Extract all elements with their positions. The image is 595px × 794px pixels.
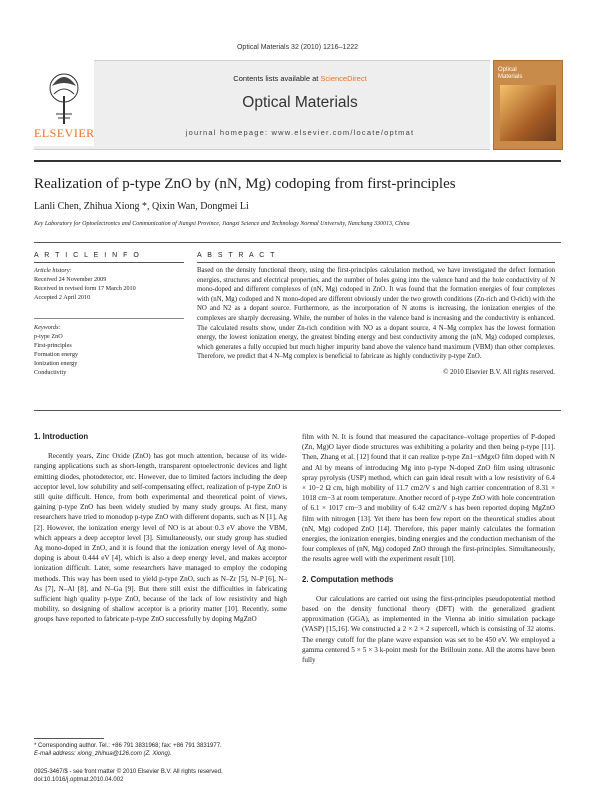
column-right <box>302 432 555 665</box>
keyword: Formation energy <box>34 351 79 358</box>
article-info <box>34 266 184 377</box>
abstract-rule <box>197 262 555 263</box>
email-address[interactable]: E-mail address: xiong_zhihua@126.com (Z. Xiong). <box>34 751 172 757</box>
divider-top <box>34 242 561 243</box>
corresponding-author: * Corresponding author. Tel.: +86 791 3831968; fax: +86 791 3831977. <box>34 743 222 749</box>
footnote <box>34 742 287 758</box>
copyright: © 2010 Elsevier B.V. All rights reserved. <box>443 369 555 376</box>
keyword: p-type ZnO <box>34 333 63 340</box>
keywords-label: Keywords: <box>34 324 61 331</box>
journal-citation: Optical Materials 32 (2010) 1216–1222 <box>236 44 359 51</box>
sciencedirect-link[interactable]: ScienceDirect <box>320 74 367 83</box>
doi-link[interactable]: doi:10.1016/j.optmat.2010.04.002 <box>34 777 124 783</box>
keyword: Ionization energy <box>34 360 78 367</box>
article-authors: Lanli Chen, Zhihua Xiong *, Qixin Wan, Dongmei Li <box>34 201 249 212</box>
section-title: 1. Introduction <box>34 432 89 441</box>
received-date: Received 24 November 2009 <box>34 276 107 283</box>
contents-line <box>170 74 430 83</box>
cover-image <box>500 85 556 141</box>
cover-text-2: Materials <box>498 74 523 80</box>
publisher-name: ELSEVIER <box>34 126 95 140</box>
divider-bottom <box>34 410 561 411</box>
info-rule <box>34 262 184 263</box>
history-label: Article history: <box>34 267 72 274</box>
keyword: First-principles <box>34 342 72 349</box>
journal-homepage[interactable]: journal homepage: www.elsevier.com/locate/optmat <box>185 128 415 137</box>
cover-text-1: Optical <box>498 67 517 73</box>
revised-date: Received in revised form 17 March 2010 <box>34 285 136 292</box>
abstract-text: Based on the density functional theory, using the first-principles calculation method, we have investigated the defect formation energies, structures and electrical properties, and the number of holes going into the valence band and the hole conductivity of N mono-doped and different complexes of (nN, Mg) codoped in ZnO. It was found that the formation energies of four complexes with (nN, Mg) codoped and N mono-doped are different obviously under the two growth conditions (Zn-rich and O-rich) with the NO and N2 as a dopant source. Furthermore, as the incorporation of N atoms is increasing, the ionization energies of the complexes are sharply decreasing. While, the number of holes in the valence band is increasing and the conductivity is enhanced. The calculated results show, under Zn-rich condition with NO as a dopant source, 4 N–Mg complex has the lowest formation energy, the lowest ionization energy, the greatest binding energy and best conductivity among the (nN, Mg) codoped complexes, which generates a fully occupied but much higher impurity band above the valence band maximum (VBM) than other complexes. Therefore, we predict that 4 N–Mg complex is beneficial to fabricate as highly conductivity p-type ZnO. <box>197 267 555 361</box>
column-left <box>34 432 287 625</box>
contents-prefix: Contents lists available at <box>233 74 321 83</box>
accepted-date: Accepted 2 April 2010 <box>34 294 91 301</box>
paragraph: Recently years, Zinc Oxide (ZnO) has got much attention, because of its wide-ranging applications such as short-length, transparent optoelectronic devices and light emitting diodes, photodetector, etc. However, due to limited factors including the deep acceptor level, low solubility and self-compensating effect, realization of p-type ZnO is still quite difficult. Hence, from both experimental and theoretical point of views, gaining p-type ZnO has been widely studied by many study groups. At first, many researchers have tried to monodop p-type ZnO with different dopants, such as N [1], Ag [2]. However, the ionization energy level of NO is at about 0.3 eV above the VBM, which appears a deep acceptor level [3]. Simultaneously, our study group has studied Ag mono-doped in ZnO, and it is found that the ionization energy level of Ag mono-doping is about 0.444 eV [4], which is also a deep energy level, and makes acceptor ionization difficult. Later, some researchers have managed to employ the codoping methods. This way has been used to yield p-type ZnO, such as N–Zr [5], N–P [6], N–As [7], N–Al [8], and N–Ga [9]. But there still exist the difficulties in fabricating sufficient high quality p-type ZnO, because of the lack of low resistivity and high mobility, so designing of shallow acceptor is a priority matter [10]. Recently, some groups have reported to fabricate p-type ZnO successfully by doping MgZnO <box>34 452 287 624</box>
journal-cover <box>493 60 563 150</box>
page-footer <box>34 768 287 784</box>
journal-title: Optical Materials <box>242 94 358 111</box>
title-rule <box>34 160 561 162</box>
abstract-heading: A B S T R A C T <box>197 252 277 259</box>
elsevier-tree-icon <box>44 66 84 124</box>
publisher-logo <box>34 60 94 146</box>
article-title: Realization of p-type ZnO by (nN, Mg) codoping from first-principles <box>34 176 456 192</box>
section-title: 2. Computation methods <box>302 574 394 584</box>
article-info-heading: A R T I C L E I N F O <box>34 252 141 259</box>
paragraph: Our calculations are carried out using the first-principles pseudopotential method based on the density functional theory (DFT) with the generalized gradient approximation (GGA), as implemented in the Vienna ab initio simulation package (VASP) [15,16]. We constructed a 2 × 2 × 2 supercell, which is consisting of 32 atoms. The energy cutoff for the plane wave expansion was set to be 450 eV. We employed a gamma centered 5 × 5 × 3 k-point mesh for the Brillouin zone. All the atoms have been fully <box>302 594 555 665</box>
footnote-rule <box>34 738 104 739</box>
keyword: Conductivity <box>34 369 67 376</box>
keywords-rule <box>34 318 184 319</box>
article-affiliation: Key Laboratory for Optoelectronics and Communication of Jiangxi Province, Jiangxi Science and Technology Normal University, Nanchang 330013, China <box>34 221 410 227</box>
issn-line: 0925-3467/$ - see front matter © 2010 Elsevier B.V. All rights reserved. <box>34 769 223 775</box>
paragraph: film with N. It is found that measured the capacitance–voltage properties of P-doped (Zn, Mg)O layer diode structures was exhibiting a polarity and then being p-type [11]. Then, Zhang et al. [12] found that it can realize p-type Zn1−xMgxO film doped with N and Al by means of introducing Mg into p-type N-doped ZnO film using ultrasonic spray pyrolysis (USP) method, which can gain ideal result with a low resistivity of 6.4 × 10−2 Ω cm, high mobility of 11.7 cm2/V s and high carrier concentration of 8.31 × 1018 cm−3 at room temperature. Another record of p-type ZnO with hole concentration of 6.1 × 1017 cm−3 and mobility of 6.42 cm2/V s has been reported doping MgZnO film with nitrogen [13]. Yet there has been few report on the theoretical studies about (nN, Mg) codoped ZnO [14]. Therefore, this paper mainly calculates the formation energies, the ionization energies, binding energies and the conduction mechanism of the four complexes of (nN, Mg) codoped ZnO through the first-principles. Simultaneously, the results agree well with the experiment result [10]. <box>302 433 555 564</box>
